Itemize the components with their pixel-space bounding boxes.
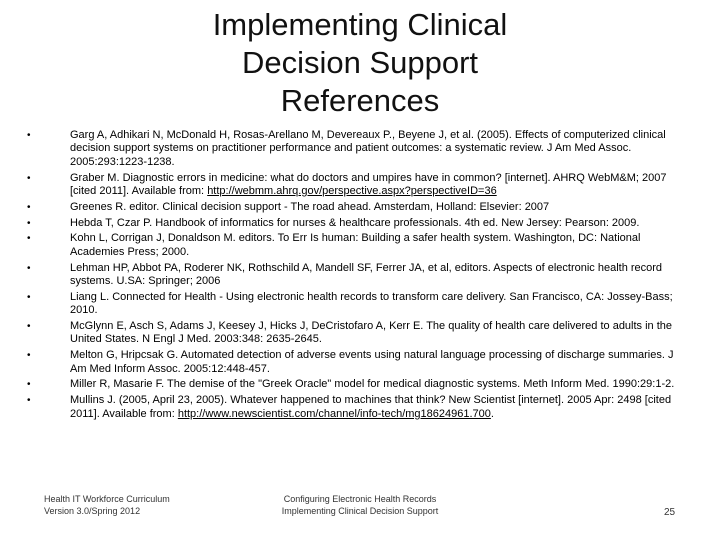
reference-text: Kohn L, Corrigan J, Donaldson M. editors. To Err Is human: Building a safer health system. Washington, DC: National Academies Press; 2000. xyxy=(70,232,641,258)
reference-item xyxy=(27,232,682,259)
reference-text: Lehman HP, Abbot PA, Roderer NK, Rothschild A, Mandell SF, Ferrer JA, et al, editors. Aspects of electronic health record systems. U.SA: Springer; 2006 xyxy=(70,261,663,288)
reference-text: Garg A, Adhikari N, McDonald H, Rosas-Arellano M, Devereaux P., Beyene J, et al. (2005). Effects of computerized clinical decision support systems on practitioner performance and patient outcomes: a systematic review. J Am Med Assoc. 2005:293:1223-1238. xyxy=(70,129,666,168)
bullet-icon: • xyxy=(27,350,31,362)
footer-version-line: Version 3.0/Spring 2012 xyxy=(44,506,141,516)
reference-text: Miller R, Masarie F. The demise of the "Greek Oracle" model for medical diagnostic systems. Meth Inform Med. 1990:29:1-2. xyxy=(70,378,675,391)
reference-text: McGlynn E, Asch S, Adams J, Keesey J, Hicks J, DeCristofaro A, Kerr E. The quality of health care delivered to adults in the United States. N Engl J Med. 2003:348: 2635-2645. xyxy=(70,320,673,346)
bullet-icon: • xyxy=(27,217,31,229)
title-line: References xyxy=(280,83,440,118)
bullet-icon: • xyxy=(27,395,31,407)
reference-list xyxy=(27,129,682,423)
reference-item xyxy=(27,262,682,289)
reference-item xyxy=(27,201,682,214)
footer-curriculum xyxy=(44,493,170,517)
page-number: 25 xyxy=(664,507,676,518)
reference-item xyxy=(27,291,682,318)
bullet-icon: • xyxy=(27,291,31,303)
bullet-icon: • xyxy=(27,130,31,141)
reference-link[interactable]: http://www.newscientist.com/channel/info-tech/mg18624961.700 xyxy=(177,407,491,420)
bullet-icon: • xyxy=(27,172,31,184)
title-line: Decision Support xyxy=(241,45,479,80)
title-line: Implementing Clinical xyxy=(212,7,508,42)
reference-text-end: . xyxy=(490,407,494,420)
reference-item xyxy=(27,217,682,230)
footer-course xyxy=(250,493,470,517)
reference-item xyxy=(27,394,682,421)
reference-text: Greenes R. editor. Clinical decision support - The road ahead. Amsterdam, Holland: Elsevier: 2007 xyxy=(70,200,550,213)
reference-link[interactable]: http://webmm.ahrq.gov/perspective.aspx?perspectiveID=36 xyxy=(207,185,497,198)
reference-text: Mullins J. (2005, April 23, 2005). Whatever happened to machines that think? New Scientist [internet]. 2005 Apr: 2498 [cited 2011]. Available from: xyxy=(70,394,672,420)
footer-course-line: Configuring Electronic Health Records xyxy=(283,494,437,504)
reference-text: Melton G, Hripcsak G. Automated detection of adverse events using natural language processing of discharge summaries. J Am Med Inform Assoc. 2005:12:448-457. xyxy=(70,349,674,375)
reference-item xyxy=(27,349,682,376)
bullet-icon: • xyxy=(27,321,31,333)
reference-text: Liang L. Connected for Health - Using electronic health records to transform care delivery. San Francisco, CA: Jossey-Bass; 2010. xyxy=(70,290,673,317)
reference-item xyxy=(27,320,682,347)
slide-title xyxy=(150,6,570,120)
bullet-icon: • xyxy=(27,201,31,213)
reference-item xyxy=(27,129,682,169)
reference-item xyxy=(27,378,682,391)
reference-item xyxy=(27,172,682,199)
reference-text: Hebda T, Czar P. Handbook of informatics for nurses & healthcare professionals. 4th ed. New Jersey: Pearson: 2009. xyxy=(70,216,640,229)
bullet-icon: • xyxy=(27,233,31,245)
reference-text: Graber M. Diagnostic errors in medicine: what do doctors and umpires have in common? [internet]. AHRQ WebM&M; 2007 [cited 2011]. Available from: xyxy=(70,171,667,198)
footer-unit-line: Implementing Clinical Decision Support xyxy=(281,506,439,516)
bullet-icon: • xyxy=(27,262,31,274)
bullet-icon: • xyxy=(27,379,31,391)
footer-curriculum-line: Health IT Workforce Curriculum xyxy=(44,494,170,504)
